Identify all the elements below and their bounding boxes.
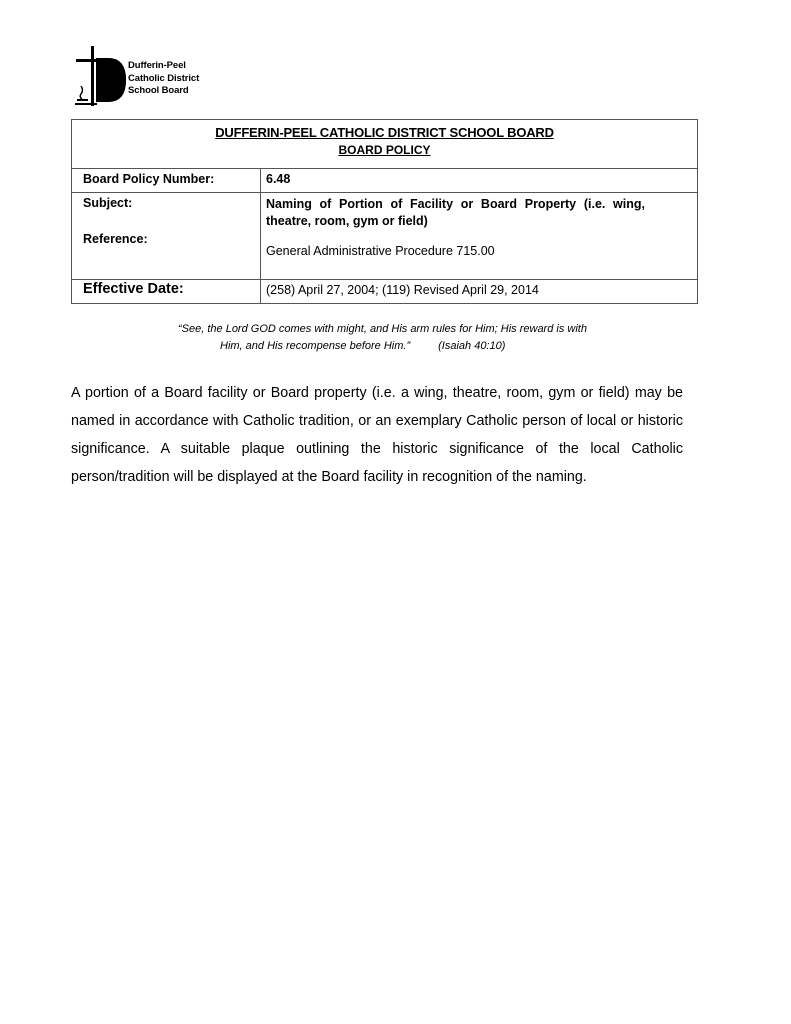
policy-number-value-cell bbox=[261, 169, 698, 193]
logo-text bbox=[128, 60, 199, 98]
subject-value: Naming of Portion of Facility or Board Property (i.e. wing, theatre, room, gym or field) bbox=[266, 197, 645, 228]
quote-line-1: “See, the Lord GOD comes with might, and His arm rules for Him; His reward is with bbox=[178, 323, 587, 335]
effective-date-label-cell bbox=[72, 280, 261, 304]
board-logo bbox=[74, 44, 214, 108]
policy-number-label: Board Policy Number: bbox=[83, 172, 215, 186]
header-cell bbox=[72, 120, 698, 169]
policy-table bbox=[71, 119, 698, 304]
cross-d-logo-icon bbox=[74, 44, 130, 108]
subject-value-cell bbox=[261, 193, 698, 280]
effective-date-value: (258) April 27, 2004; (119) Revised April 29, 2014 bbox=[266, 283, 539, 297]
policy-number-row bbox=[72, 169, 698, 193]
header-row bbox=[72, 120, 698, 169]
logo-line-3: School Board bbox=[128, 85, 189, 96]
subject-row bbox=[72, 193, 698, 280]
effective-date-label: Effective Date: bbox=[83, 281, 184, 297]
reference-label: Reference: bbox=[83, 232, 148, 246]
policy-body-paragraph: A portion of a Board facility or Board property (i.e. a wing, theatre, room, gym or field) may be named in accordance with Catholic tradition, or an exemplary Catholic person of local or historic significance. A suitable plaque outlining the historic significance of the local Catholic person/tradition will be displayed at the Board facility in recognition of the naming. bbox=[71, 385, 683, 485]
subject-label: Subject: bbox=[83, 196, 133, 210]
policy-number-value: 6.48 bbox=[266, 172, 291, 186]
quote-citation: (Isaiah 40:10) bbox=[438, 340, 506, 352]
logo-line-2: Catholic District bbox=[128, 72, 200, 84]
logo-line-1: Dufferin-Peel bbox=[128, 60, 186, 71]
reference-value: General Administrative Procedure 715.00 bbox=[266, 244, 495, 258]
effective-date-value-cell bbox=[261, 280, 698, 304]
effective-date-row bbox=[72, 280, 698, 304]
subject-label-cell bbox=[72, 193, 261, 280]
scripture-quote bbox=[120, 321, 670, 355]
quote-line-2-text: Him, and His recompense before Him.” bbox=[220, 340, 411, 352]
policy-subtitle: BOARD POLICY bbox=[338, 143, 431, 157]
policy-number-label-cell bbox=[72, 169, 261, 193]
board-title: DUFFERIN-PEEL CATHOLIC DISTRICT SCHOOL BOARD bbox=[215, 125, 554, 140]
quote-line-2 bbox=[120, 338, 670, 355]
